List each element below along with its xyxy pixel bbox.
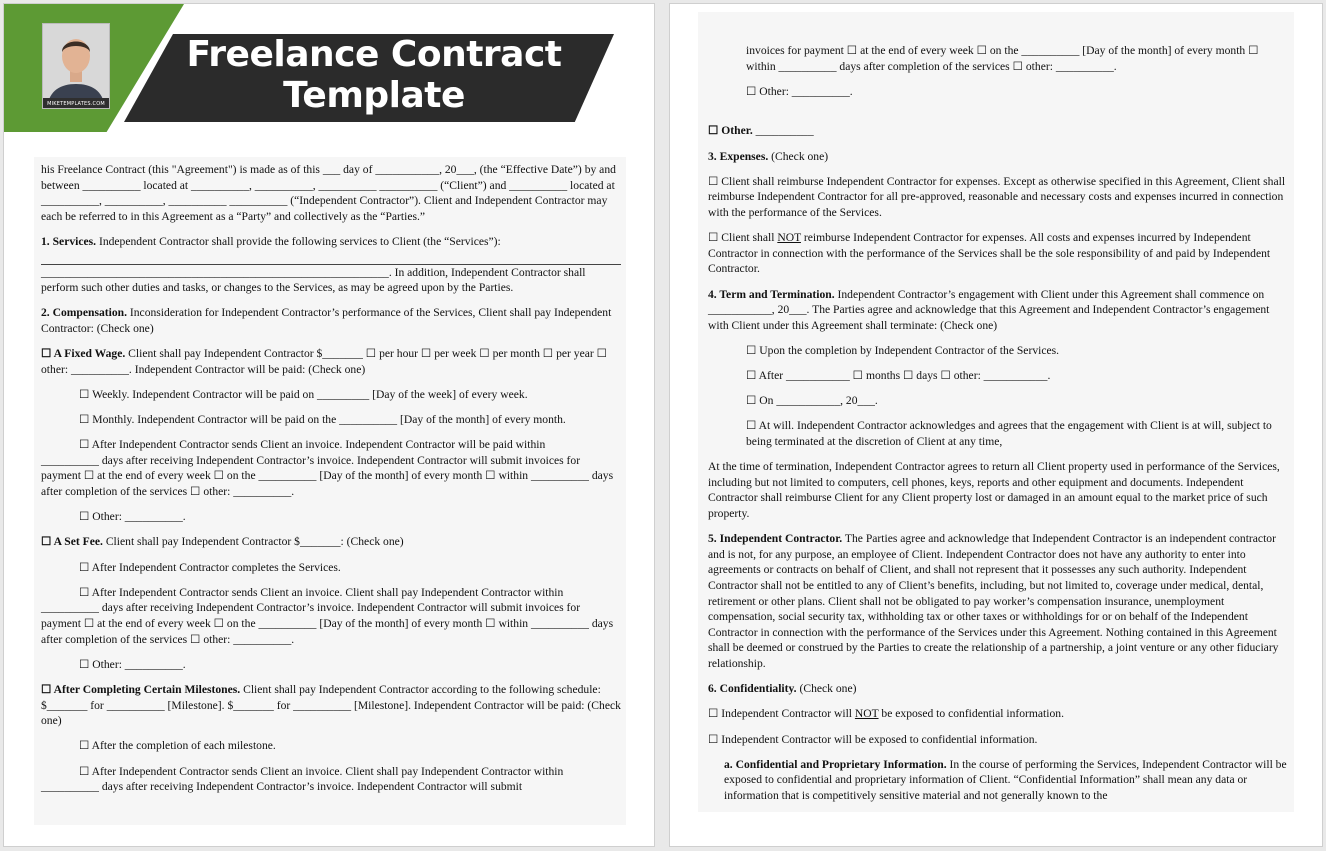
photo-caption: MIKETEMPLATES.COM [47,101,105,107]
milestones-heading: ☐ After Completing Certain Milestones. [41,682,241,696]
fixed-wage-option-weekly: ☐ Weekly. Independent Contractor will be paid on _________ [Day of the week] of every week. [79,387,528,401]
term-option-completion: ☐ Upon the completion by Independent Contractor of the Services. [746,343,1060,357]
fixed-wage-option-monthly: ☐ Monthly. Independent Contractor will be paid on the __________ [Day of the month] of every month. [79,413,566,427]
other-compensation [708,123,1288,139]
set-fee-option-completion: ☐ After Independent Contractor completes the Services. [79,560,341,574]
expenses-heading: 3. Expenses. [708,149,769,163]
compensation-text: Inconsideration for Independent Contractor’s performance of the Services, Client shall pay Independent Contractor: (Check one) [41,306,612,335]
expenses-option-not-reimburse [708,230,1288,277]
milestones-text: Client shall pay Independent Contractor according to the following schedule: $_______ for __________ [Milestone]. $_______ for __________ [Milestone]. Independent Contractor will be paid: (Check one) [41,682,621,728]
other-text: __________ [752,124,814,138]
milestones-option-invoice-cont: __________ days after receiving Independent Contractor’s invoice. Independent Contractor will submit [41,780,523,794]
confidentiality-text: (Check one) [796,682,857,696]
set-fee-option-invoice: ☐ After Independent Contractor sends Client an invoice. Client shall pay Independent Contractor within [79,585,564,599]
expenses-option-reimburse: ☐ Client shall reimburse Independent Contractor for expenses. Except as otherwise specified in this Agreement, Client shall reimburse Independent Contractor for all pre-approved, reasonable and necessary costs and expenses incurred in connection with the performance of the Services. [708,174,1286,219]
services-text: Independent Contractor shall provide the following services to Client (the “Services”): [96,234,501,248]
milestones-option-invoice: ☐ After Independent Contractor sends Client an invoice. Client shall pay Independent Contractor within [79,764,564,778]
set-fee-heading: ☐ A Set Fee. [41,535,103,549]
services-blank-line [41,250,621,265]
page-1-body [41,162,621,804]
title-line-2: Template [283,75,465,116]
document-page-2 [669,3,1323,847]
milestones-invoice-cont: invoices for payment ☐ at the end of every week ☐ on the __________ [Day of the month] of every month ☐ within __________ days after completion of the services ☐ other: __________. [746,44,1259,73]
services-paragraph [41,234,621,250]
independent-contractor-text: The Parties agree and acknowledge that Independent Contractor is an independent contractor and is not, for any purpose, an employee of Client. Independent Contractor does not have any authority to enter into agreements or contracts on behalf of Client, and shall not represent that it possesses any such authority. Independent Contractor shall not be entitled to any of Client’s benefits, including, but not limited to, coverage under medical, dental, retirement or other plans. Client shall not be obligated to pay worker’s compensation insurance, unemployment compensation, social security tax, withholding tax or other taxes or withholdings for or on behalf of the Independent Contractor in connection with the performance of the Services under this Agreement. Nothing contained in this Agreement shall be deemed or construed by the Parties to create the relationship of a partnership, a joint venture or any other fiduciary relationship. [708,532,1279,670]
set-fee-option-other: ☐ Other: __________. [79,657,186,671]
term-option-on: ☐ On ___________, 20___. [746,394,878,408]
expenses-option-not-reimburse-b: reimburse Independent Contractor for expenses. All costs and expenses incurred by Independent Contractor in connection with the performance of the Services shall be the sole responsibility of and paid by Independent Contractor. [708,231,1271,276]
expenses-text: (Check one) [768,149,829,163]
fixed-wage-option-other: ☐ Other: __________. [79,510,186,524]
independent-contractor-paragraph [708,531,1288,671]
confidential-info-paragraph [724,757,1288,804]
term-option-at-will: ☐ At will. Independent Contractor acknowledges and agrees that the engagement with Client is at will, subject to being terminated at the discretion of Client at any time, [746,419,1272,449]
confidentiality-heading: 6. Confidentiality. [708,682,797,696]
term-option-after: ☐ After ___________ ☐ months ☐ days ☐ other: ___________. [746,369,1051,383]
fixed-wage-heading: ☐ A Fixed Wage. [41,347,126,361]
person-portrait-icon [43,24,109,108]
term-text: Independent Contractor’s engagement with Client under this Agreement shall commence on ___________, 20___. The Parties agree and acknowledge that this Agreement and Independent Contractor’s engagement with Client under this Agreement shall terminate: (Check one) [708,287,1270,332]
expenses-paragraph [708,149,1288,165]
confidentiality-option-exposed: ☐ Independent Contractor will be exposed to confidential information. [708,732,1038,746]
page-2-body [708,43,1288,813]
fixed-wage-text: Client shall pay Independent Contractor $_______ ☐ per hour ☐ per week ☐ per month ☐ per year ☐ other: __________. Independent Contractor will be paid: (Check one) [41,347,608,376]
expenses-option-not-reimburse-a: ☐ Client shall [708,231,778,245]
milestones-option-each: ☐ After the completion of each milestone. [79,739,276,753]
fixed-wage-paragraph [41,346,621,377]
milestones-paragraph [41,682,621,729]
services-continuation: ____________________________________________________________. In addition, Independent Contractor shall perform such other duties and tasks, or changes to the Services, as may be agreed upon by the Parties. [41,265,586,295]
confidential-info-heading: a. Confidential and Proprietary Information. [724,757,947,771]
milestones-option-other: ☐ Other: __________. [746,84,853,98]
services-heading: 1. Services. [41,234,97,248]
set-fee-paragraph [41,534,621,550]
termination-return-paragraph: At the time of termination, Independent Contractor agrees to return all Client property used in performance of the Services, including but not limited to computers, cell phones, keys, reports and other equipment and documents. Independent Contractor shall reimburse Client for any Client property lost or damaged in an amount equal to the market price of such property. [708,460,1280,520]
other-heading: ☐ Other. [708,124,753,138]
confidentiality-option-not-exposed-b: be exposed to confidential information. [878,707,1064,721]
term-paragraph [708,287,1288,334]
intro-paragraph: his Freelance Contract (this "Agreement") is made as of this ___ day of ___________, 20___, (the “Effective Date”) by and between __________ located at __________, __________, __________ __________ (“Client”) and __________ located at __________, __________, __________ __________ (“Independent Contractor”). Client and Independent Contractor may each be referred to in this Agreement as a “Party” and collectively as the “Parties.” [41,163,616,223]
author-photo [42,23,110,109]
fixed-wage-option-invoice-cont: __________ days after receiving Independent Contractor’s invoice. Independent Contractor will submit invoices for payment ☐ at the end of every week ☐ on the __________ [Day of the month] of every month ☐ within __________ days after completion of the services ☐ other: __________. [41,453,614,499]
set-fee-option-invoice-cont: __________ days after receiving Independent Contractor’s invoice. Independent Contractor will submit invoices for payment ☐ at the end of every week ☐ on the __________ [Day of the month] of every month ☐ within __________ days after completion of the services ☐ other: __________. [41,601,614,646]
set-fee-text: Client shall pay Independent Contractor $_______: (Check one) [102,535,404,549]
independent-contractor-heading: 5. Independent Contractor. [708,532,843,546]
expenses-not-emphasis: NOT [777,231,801,245]
confidential-info-text: In the course of performing the Services, Independent Contractor will be exposed to confidential and proprietary information of Client. “Confidential Information” shall mean any data or information that is competitively sensitive material and not generally known to the [724,757,1287,802]
confidentiality-paragraph [708,681,1288,697]
document-title [174,34,574,116]
confidentiality-option-not-exposed-a: ☐ Independent Contractor will [708,707,855,721]
confidentiality-option-not-exposed [708,706,1288,722]
document-page-1 [3,3,655,847]
compensation-heading: 2. Compensation. [41,306,127,320]
compensation-paragraph [41,305,621,336]
fixed-wage-option-invoice: ☐ After Independent Contractor sends Client an invoice. Independent Contractor will be paid within [79,438,546,452]
term-heading: 4. Term and Termination. [708,287,835,301]
confidentiality-not-emphasis: NOT [854,707,879,721]
title-line-1: Freelance Contract [186,34,562,75]
